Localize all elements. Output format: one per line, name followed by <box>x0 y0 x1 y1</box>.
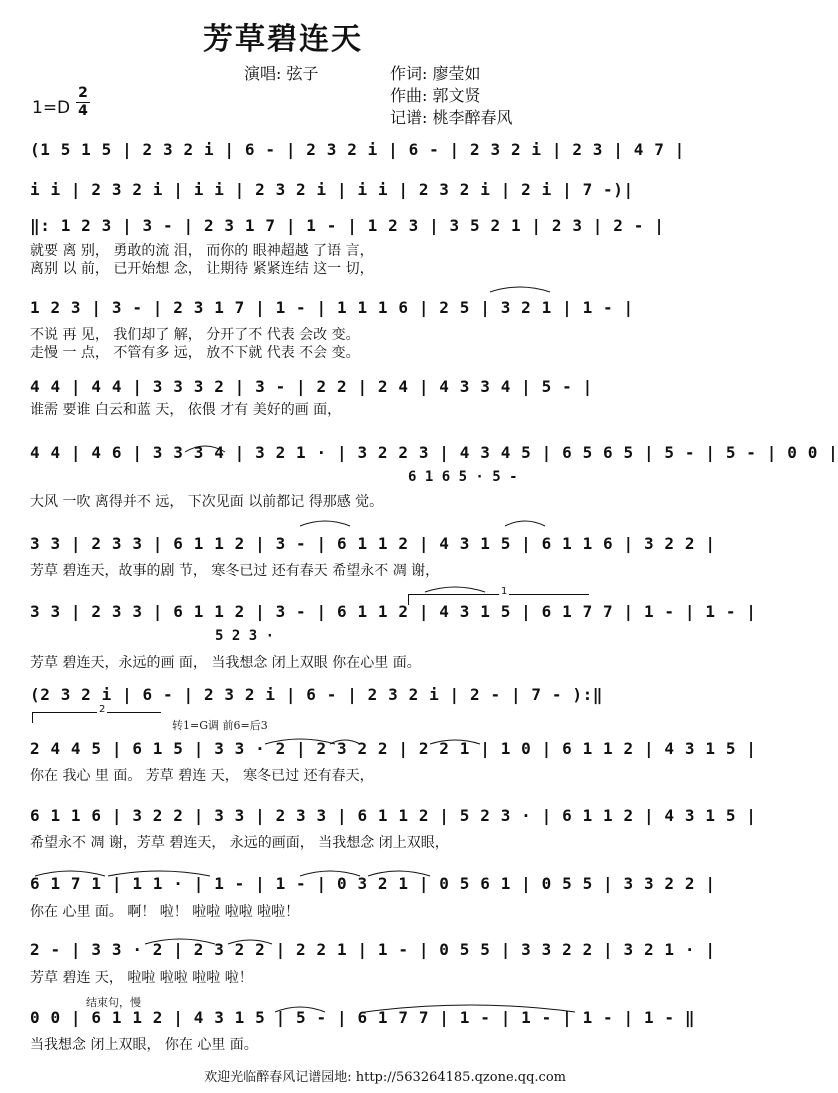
song-title: 芳草碧连天 <box>203 22 363 57</box>
lyric-line: 谁需 要谁 白云和蓝 天， 依偎 才有 美好的画 面， <box>30 402 342 418</box>
lyric-line: 芳草 碧连 天， 啦啦 啦啦 啦啦 啦！ <box>30 970 253 986</box>
lyric-line: 走慢 一 点， 不管有多 远， 放不下就 代表 不会 变。 <box>30 345 360 361</box>
modulation-note: 转1=G调 前6=后3 <box>172 719 268 732</box>
notation-line: ‖: 1 2 3 | 3 - | 2 3 1 7 | 1 - | 1 2 3 | 3 5 2 1 | 2 3 | 2 - | <box>30 216 665 235</box>
slur <box>300 521 350 526</box>
footer-credit: 欢迎光临醉春风记谱园地: http://563264185.qzone.qq.com <box>204 1070 566 1085</box>
time-signature-bottom: 4 <box>78 103 88 119</box>
first-ending-bracket: 1 <box>408 594 589 605</box>
notation-line: 3 3 | 2 3 3 | 6 1 1 2 | 3 - | 6 1 1 2 | 4 3 1 5 | 6 1 1 6 | 3 2 2 | <box>30 534 716 553</box>
lyric-line: 你在 我心 里 面。 芳草 碧连 天， 寒冬已过 还有春天， <box>30 768 374 784</box>
notation-line: (1 5 1 5 | 2 3 2 i | 6 - | 2 3 2 i | 6 - | 2 3 2 i | 2 3 | 4 7 | <box>30 140 685 159</box>
lyric-line: 你在 心里 面。 啊！ 啦！ 啦啦 啦啦 啦啦！ <box>30 904 300 920</box>
key-signature: 1=D <box>32 98 71 118</box>
composer-credit: 作曲: 郭文贤 <box>390 86 481 105</box>
lyric-line: 芳草 碧连天，永远的画 面， 当我想念 闭上双眼 你在心里 面。 <box>30 655 421 671</box>
time-signature <box>76 86 90 119</box>
lyric-line: 大风 一吹 离得并不 远， 下次见面 以前都记 得那感 觉。 <box>30 494 384 510</box>
notation-line: 4 4 | 4 4 | 3 3 3 2 | 3 - | 2 2 | 2 4 | 4 3 3 4 | 5 - | <box>30 377 593 396</box>
ending-instruction: 结束句，慢 <box>86 996 141 1009</box>
lyric-line: 希望永不 凋 谢，芳草 碧连天， 永远的画面， 当我想念 闭上双眼， <box>30 835 449 851</box>
lyric-line: 不说 再 见， 我们却了 解， 分开了不 代表 会改 变。 <box>30 327 360 343</box>
notation-line: 1 2 3 | 3 - | 2 3 1 7 | 1 - | 1 1 1 6 | 2 5 | 3 2 1 | 1 - | <box>30 298 634 317</box>
transcriber-credit: 记谱: 桃李醉春风 <box>390 108 513 127</box>
lyric-line: 当我想念 闭上双眼， 你在 心里 面。 <box>30 1037 258 1053</box>
notation-line: 2 - | 3 3 · 2 | 2 3 2 2 | 2 2 1 | 1 - | 0 5 5 | 3 3 2 2 | 3 2 1 · | <box>30 940 716 959</box>
lyric-line: 离别 以 前， 已开始想 念， 让期待 紧紧连结 这一 切， <box>30 261 374 277</box>
slur <box>505 521 545 526</box>
notation-line: 6 1 7 1 | 1 1 · | 1 - | 1 - | 0 3 2 1 | 0 5 6 1 | 0 5 5 | 3 3 2 2 | <box>30 874 716 893</box>
alternate-notation: 5 2 3 · <box>215 628 275 644</box>
notation-line: 4 4 | 4 6 | 3 3 3 4 | 3 2 1 · | 3 2 2 3 | 4 3 4 5 | 6 5 6 5 | 5 - | 5 - | 0 0 | <box>30 443 838 462</box>
second-ending-bracket: 2 <box>32 712 161 723</box>
lyricist-credit: 作词: 廖莹如 <box>390 64 481 83</box>
lyric-line: 就要 离 别， 勇敢的流 泪， 而你的 眼神超越 了语 言， <box>30 243 374 259</box>
lyric-line: 芳草 碧连天，故事的剧 节， 寒冬已过 还有春天 希望永不 凋 谢， <box>30 563 440 579</box>
notation-line: i i | 2 3 2 i | i i | 2 3 2 i | i i | 2 3 2 i | 2 i | 7 -)| <box>30 180 634 199</box>
slur <box>425 587 485 592</box>
time-signature-top: 2 <box>78 85 88 101</box>
slur <box>490 287 550 292</box>
notation-line: 3 3 | 2 3 3 | 6 1 1 2 | 3 - | 6 1 1 2 | 4 3 1 5 | 6 1 7 7 | 1 - | 1 - | <box>30 602 757 621</box>
alternate-notation: 6 1 6 5 · 5 - <box>408 469 518 485</box>
notation-line: 6 1 1 6 | 3 2 2 | 3 3 | 2 3 3 | 6 1 1 2 | 5 2 3 · | 6 1 1 2 | 4 3 1 5 | <box>30 806 757 825</box>
notation-line: 0 0 | 6 1 1 2 | 4 3 1 5 | 5 - | 6 1 7 7 | 1 - | 1 - | 1 - | 1 - ‖ <box>30 1008 696 1027</box>
notation-line: (2 3 2 i | 6 - | 2 3 2 i | 6 - | 2 3 2 i | 2 - | 7 - ):‖ <box>30 685 604 704</box>
singer-credit: 演唱: 弦子 <box>244 64 319 83</box>
notation-line: 2 4 4 5 | 6 1 5 | 3 3 · 2 | 2 3 2 2 | 2 2 1 | 1 0 | 6 1 1 2 | 4 3 1 5 | <box>30 739 757 758</box>
